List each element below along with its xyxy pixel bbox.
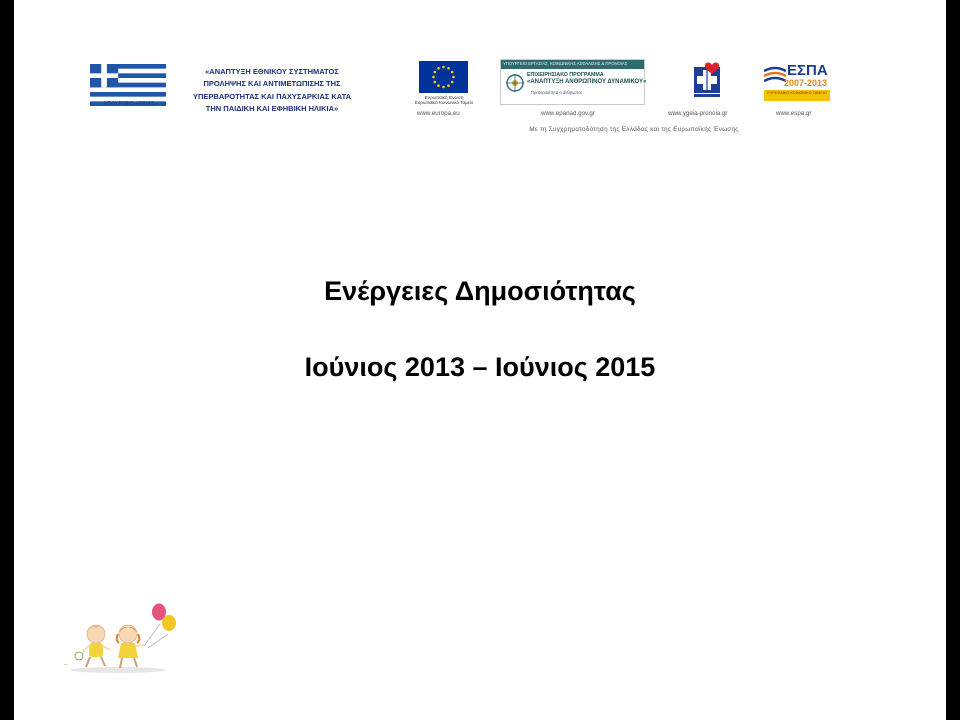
eu-url: www.europa.eu: [417, 110, 460, 117]
espa-url: www.espa.gr: [776, 110, 812, 117]
eu-caption-line: Ευρωπαϊκό Κοινωνικό Ταμείο: [414, 100, 474, 105]
epanad-title: ΕΠΙΧΕΙΡΗΣΙΑΚΟ ΠΡΟΓΡΑΜΜΑ: [527, 72, 604, 78]
eu-flag-icon: [419, 61, 468, 93]
program-title: [182, 66, 362, 115]
cofunding-note: Με τη Συγχρηματοδότηση της Ελλάδας και της Ευρωπαϊκής Ένωσης: [529, 126, 739, 133]
eu-caption-line: Ευρωπαϊκή Ένωση: [424, 95, 464, 100]
greek-flag-icon: [90, 64, 166, 106]
espa-logo-icon: [764, 62, 832, 102]
program-line: «ΑΝΑΠΤΥΞΗ ΕΘΝΙΚΟΥ ΣΥΣΤΗΜΑΤΟΣ: [205, 67, 339, 76]
epanad-logo: [500, 59, 645, 105]
slide: [14, 0, 946, 720]
flag-caption: ΥΠΟΥΡΓΕΙΟ ΥΓΕΙΑΣ: [103, 101, 155, 107]
eu-caption: [414, 95, 474, 105]
epanad-subtitle: «ΑΝΑΠΤΥΞΗ ΑΝΘΡΩΠΙΝΟΥ ΔΥΝΑΜΙΚΟΥ»: [527, 79, 647, 85]
program-line: ΤΗΝ ΠΑΙΔΙΚΗ ΚΑΙ ΕΦΗΒΙΚΗ ΗΛΙΚΙΑ»: [205, 103, 339, 113]
espa-stripes-icon: [764, 65, 786, 87]
epanad-band: [501, 60, 644, 69]
epanad-emblem-icon: [505, 73, 525, 93]
espa-word: ΕΣΠΑ: [787, 62, 828, 79]
children-balloons-illustration: [58, 600, 180, 674]
medical-cross-icon: [690, 61, 724, 99]
espa-band: [764, 90, 830, 101]
program-line: ΥΠΕΡΒΑΡΟΤΗΤΑΣ ΚΑΙ ΠΑΧΥΣΑΡΚΙΑΣ ΚΑΤΑ: [192, 91, 352, 101]
period-subtitle: Ιούνιος 2013 – Ιούνιος 2015: [304, 352, 656, 382]
svg-text:~: ~: [64, 662, 68, 667]
page-title: Ενέργειες Δημοσιότητας: [324, 276, 636, 306]
program-line: ΠΡΟΛΗΨΗΣ ΚΑΙ ΑΝΤΙΜΕΤΩΠΙΣΗΣ ΤΗΣ: [203, 79, 341, 89]
epanad-tagline: Προτεραιότητα ο άνθρωπος: [531, 90, 583, 95]
espa-band-text: ΕΥΡΩΠΑΪΚΟ ΚΟΙΝΩΝΙΚΟ ΤΑΜΕΙΟ: [767, 91, 827, 95]
epanad-url: www.epanad.gov.gr: [541, 110, 595, 117]
ygeia-url: www.ygeia-pronoia.gr: [668, 110, 728, 117]
espa-years: 2007-2013: [784, 78, 828, 88]
epanad-band-text: ΥΠΟΥΡΓΕΙΟ ΕΡΓΑΣΙΑΣ, ΚΟΙΝΩΝΙΚΗΣ ΑΣΦΑΛΙΣΗΣ & ΠΡΟΝΟΙΑΣ: [503, 61, 628, 66]
